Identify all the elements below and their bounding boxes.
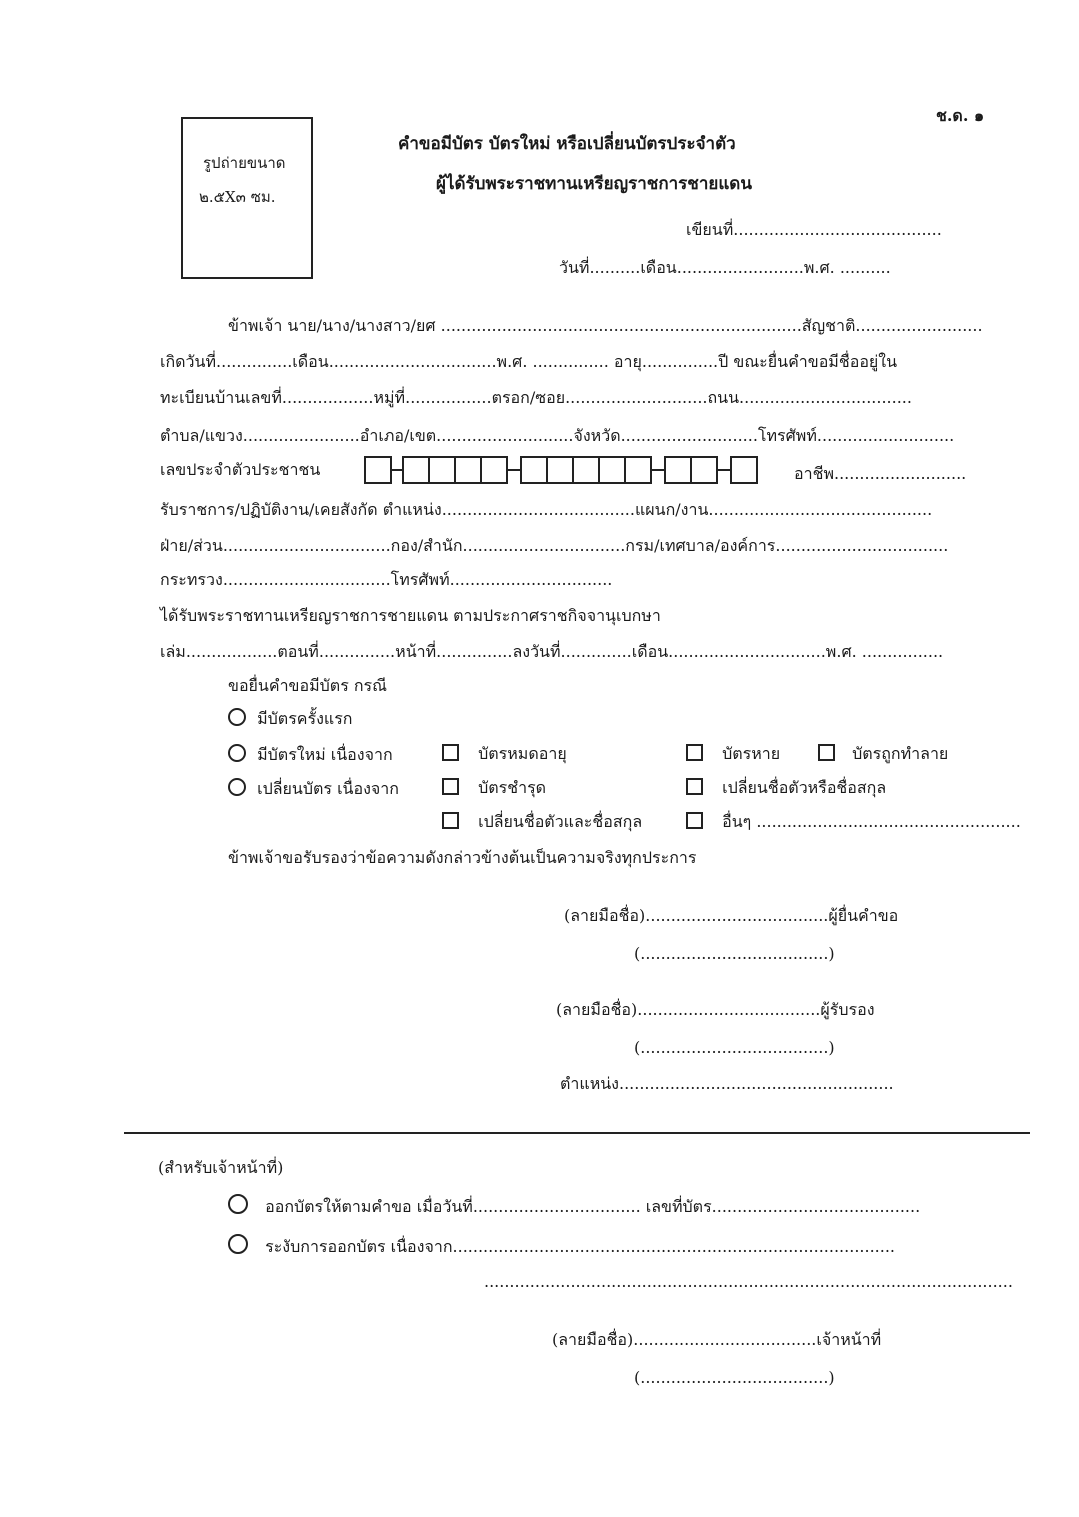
id-separator xyxy=(506,469,520,471)
id-digit-box[interactable] xyxy=(454,456,482,484)
date-field[interactable]: วันที่..........เดือน.........................พ.ศ. .......... xyxy=(559,258,891,277)
medal-line: ได้รับพระราชทานเหรียญราชการชายแดน ตามประกาศราชกิจจานุเบกษา xyxy=(160,606,661,625)
reason-change-name-and-surname-label: เปลี่ยนชื่อตัวและชื่อสกุล xyxy=(478,812,643,831)
officer-suspend-label[interactable]: ระงับการออกบัตร เนื่องจาก....................................................................................... xyxy=(265,1237,895,1256)
form-title: คำขอมีบัตร บัตรใหม่ หรือเปลี่ยนบัตรประจำตัว xyxy=(398,134,736,154)
district-line[interactable]: ตำบล/แขวง.......................อำเภอ/เขต...........................จังหวัด...........................โทรศัพท์........................... xyxy=(160,426,955,445)
checkbox-icon[interactable] xyxy=(818,744,835,761)
reason-expired-label: บัตรหมดอายุ xyxy=(478,744,567,763)
officer-issue-option[interactable] xyxy=(228,1194,920,1217)
reason-other[interactable] xyxy=(686,812,1021,832)
id-digit-box[interactable] xyxy=(520,456,548,484)
officer-suspend-option[interactable] xyxy=(228,1234,895,1257)
id-digit-box[interactable] xyxy=(598,456,626,484)
option-change-card-label: เปลี่ยนบัตร เนื่องจาก xyxy=(257,779,399,798)
photo-size-label: รูปถ่ายขนาด xyxy=(203,154,286,172)
radio-circle-icon[interactable] xyxy=(228,744,246,762)
occupation-field[interactable]: อาชีพ.......................... xyxy=(794,464,967,483)
applicant-name[interactable]: (.....................................) xyxy=(634,944,835,963)
reason-destroyed[interactable] xyxy=(818,744,948,764)
checkbox-icon[interactable] xyxy=(686,812,703,829)
radio-circle-icon[interactable] xyxy=(228,708,246,726)
officer-suspend-continuation[interactable]: ........................................................................................................ xyxy=(484,1272,1013,1291)
certifier-signature[interactable]: (ลายมือชื่อ)....................................ผู้รับรอง xyxy=(556,1000,875,1019)
id-digit-box[interactable] xyxy=(546,456,574,484)
option-new-card[interactable] xyxy=(228,744,393,765)
national-id-label: เลขประจำตัวประชาชน xyxy=(160,460,321,479)
reason-damaged[interactable] xyxy=(442,778,546,798)
reason-destroyed-label: บัตรถูกทำลาย xyxy=(852,744,949,763)
form-code: ช.ด. ๑ xyxy=(936,106,985,125)
photo-box xyxy=(181,117,313,279)
officer-issue-label[interactable]: ออกบัตรให้ตามคำขอ เมื่อวันที่................................. เลขที่บัตร......................................... xyxy=(265,1197,921,1216)
officer-signature[interactable]: (ลายมือชื่อ)....................................เจ้าหน้าที่ xyxy=(552,1330,882,1349)
reason-change-name-and-surname[interactable] xyxy=(442,812,642,832)
id-digit-box[interactable] xyxy=(690,456,718,484)
radio-circle-icon[interactable] xyxy=(228,1234,248,1254)
id-digit-box[interactable] xyxy=(624,456,652,484)
option-new-card-label: มีบัตรใหม่ เนื่องจาก xyxy=(257,745,393,764)
id-digit-box[interactable] xyxy=(364,456,392,484)
checkbox-icon[interactable] xyxy=(442,744,459,761)
checkbox-icon[interactable] xyxy=(686,744,703,761)
radio-circle-icon[interactable] xyxy=(228,778,246,796)
certifier-position[interactable]: ตำแหน่ง...................................................... xyxy=(560,1074,894,1093)
id-digit-box[interactable] xyxy=(428,456,456,484)
ministry-line[interactable]: กระทรวง.................................โทรศัพท์................................ xyxy=(160,570,613,589)
option-first-card[interactable] xyxy=(228,708,352,729)
option-change-card[interactable] xyxy=(228,778,399,799)
name-line[interactable]: ข้าพเจ้า นาย/นาง/นางสาว/ยศ .......................................................................สัญชาติ......................... xyxy=(228,316,983,335)
division-line[interactable]: ฝ่าย/ส่วน.................................กอง/สำนัก................................กรม/เทศบาล/องค์การ.................................. xyxy=(160,536,949,555)
form-subtitle: ผู้ได้รับพระราชทานเหรียญราชการชายแดน xyxy=(436,174,752,194)
certify-statement: ข้าพเจ้าขอรับรองว่าข้อความดังกล่าวข้างต้นเป็นความจริงทุกประการ xyxy=(228,848,697,867)
id-separator xyxy=(390,469,402,471)
checkbox-icon[interactable] xyxy=(442,812,459,829)
option-first-card-label: มีบัตรครั้งแรก xyxy=(257,709,353,728)
reason-change-name-or-surname[interactable] xyxy=(686,778,886,798)
id-separator xyxy=(716,469,730,471)
id-separator xyxy=(650,469,664,471)
photo-size-value: ๒.๕X๓ ซม. xyxy=(199,188,276,206)
birth-line[interactable]: เกิดวันที่...............เดือน.................................พ.ศ. ............... อายุ...............ปี ขณะยื่นคำขอมีชื่ออยู่ใน xyxy=(160,352,898,371)
reason-expired[interactable] xyxy=(442,744,567,764)
certifier-name[interactable]: (.....................................) xyxy=(634,1038,835,1057)
service-line[interactable]: รับราชการ/ปฏิบัติงาน/เคยสังกัด ตำแหน่ง......................................แผนก/งาน............................................ xyxy=(160,500,933,519)
section-divider xyxy=(124,1132,1030,1134)
reason-lost-label: บัตรหาย xyxy=(722,744,781,763)
officer-heading: (สำหรับเจ้าหน้าที่) xyxy=(158,1158,284,1177)
id-digit-box[interactable] xyxy=(730,456,758,484)
radio-circle-icon[interactable] xyxy=(228,1194,248,1214)
checkbox-icon[interactable] xyxy=(442,778,459,795)
officer-name[interactable]: (.....................................) xyxy=(634,1368,835,1387)
reason-damaged-label: บัตรชำรุด xyxy=(478,778,547,797)
reason-change-name-or-surname-label: เปลี่ยนชื่อตัวหรือชื่อสกุล xyxy=(722,778,887,797)
reason-other-label[interactable]: อื่นๆ .................................................... xyxy=(722,812,1021,831)
id-digit-box[interactable] xyxy=(572,456,600,484)
request-label: ขอยื่นคำขอมีบัตร กรณี xyxy=(228,676,387,695)
applicant-signature[interactable]: (ลายมือชื่อ)....................................ผู้ยื่นคำขอ xyxy=(564,906,899,925)
gazette-line[interactable]: เล่ม..................ตอนที่...............หน้าที่...............ลงวันที่..............เดือน...............................พ.ศ. ................ xyxy=(160,642,944,661)
checkbox-icon[interactable] xyxy=(686,778,703,795)
id-digit-box[interactable] xyxy=(664,456,692,484)
reason-lost[interactable] xyxy=(686,744,780,764)
house-line[interactable]: ทะเบียนบ้านเลขที่..................หมู่ที่.................ตรอก/ซอย............................ถนน.................................. xyxy=(160,388,912,407)
id-digit-box[interactable] xyxy=(480,456,508,484)
id-digit-box[interactable] xyxy=(402,456,430,484)
written-at-field[interactable]: เขียนที่......................................... xyxy=(686,220,942,239)
